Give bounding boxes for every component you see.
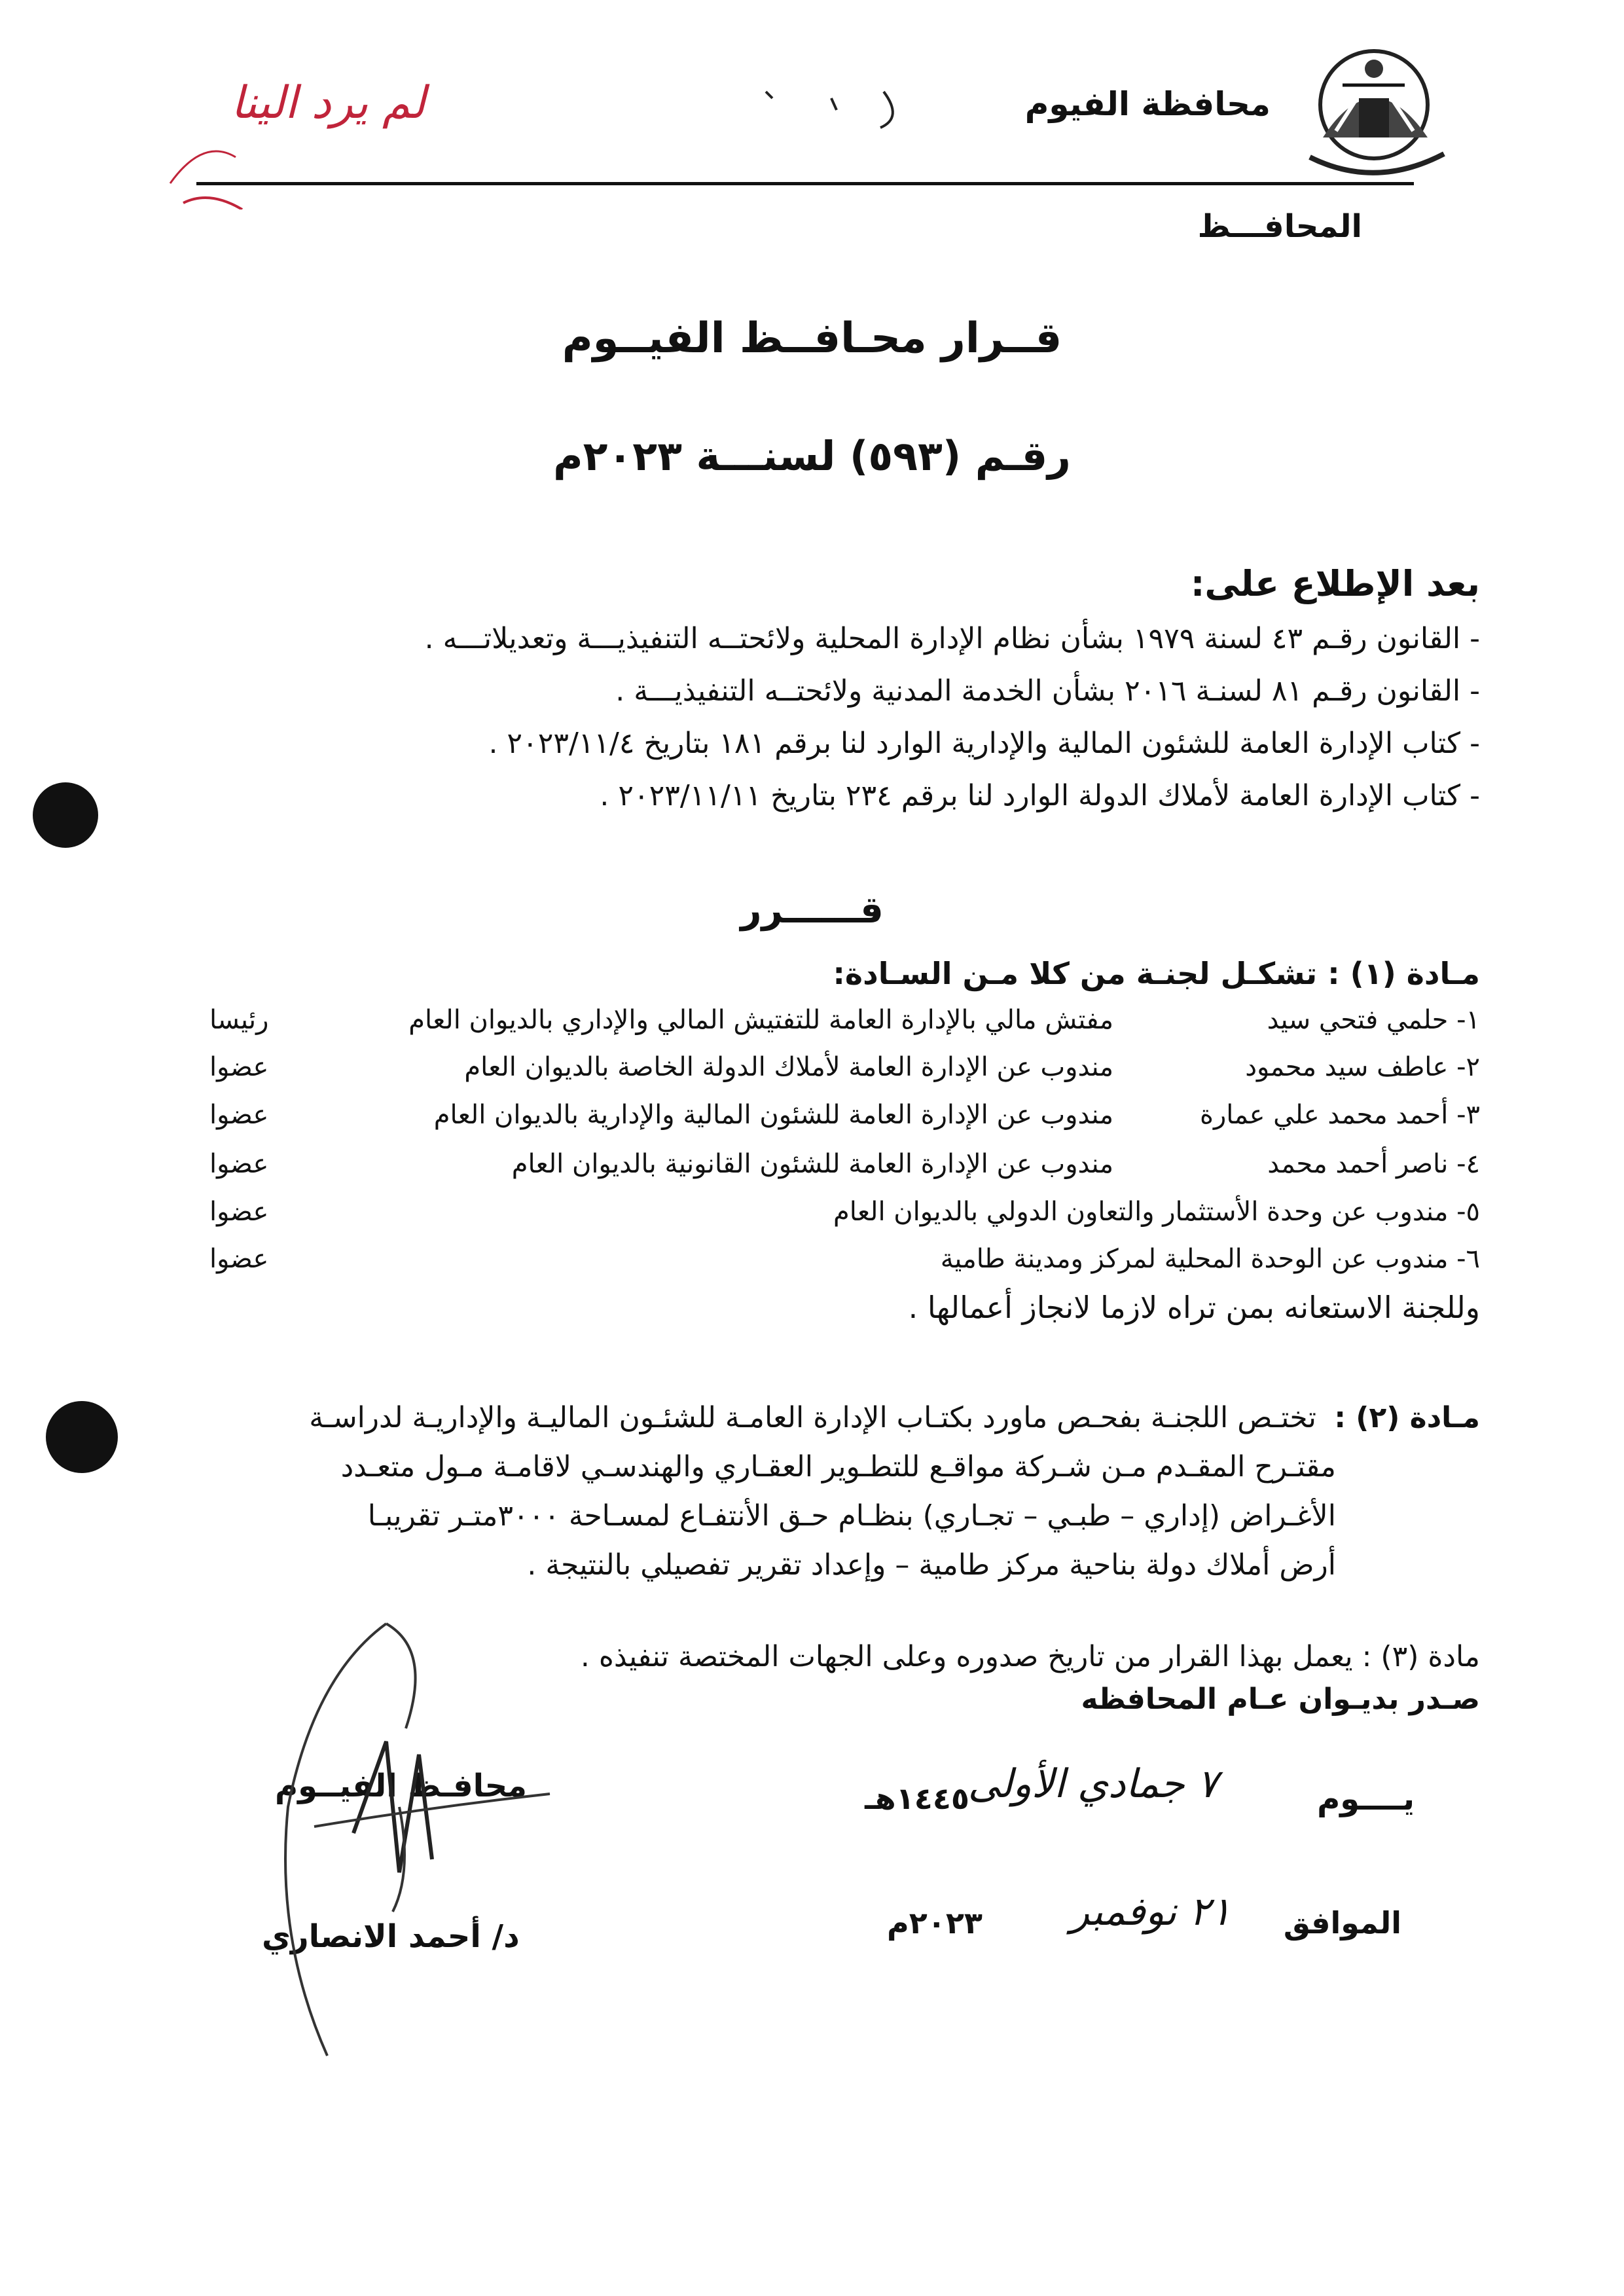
member-title: عضوا: [209, 1100, 269, 1130]
member-name: ٢- عاطف سيد محمود: [1245, 1052, 1480, 1082]
member-title: عضوا: [209, 1197, 269, 1227]
corresponding-label: الموافق: [1283, 1905, 1401, 1941]
hijri-year: ١٤٤٥هـ: [865, 1781, 969, 1816]
member-name: ١- حلمي فتحي سيد: [1267, 1005, 1480, 1035]
handwritten-note-text: لم يرد الينا: [230, 77, 425, 129]
signatory-name: د/ أحمد الانصاري: [262, 1918, 520, 1955]
office-name: المحافـــظ: [1197, 208, 1362, 245]
punch-hole: [46, 1401, 118, 1473]
member-title: عضوا: [209, 1244, 269, 1274]
article-2-line: أرض أملاك دولة بناحية مركز طامية – وإعداد تقرير تفصيلي بالنتيجة .: [527, 1548, 1336, 1582]
article-2-line: الأغـراض (إداري – طبـي – تجـاري) بنظـام حـق الأنتفـاع لمسـاحة ٣٠٠٠متـر تقريبـا: [367, 1499, 1336, 1533]
preamble-heading: بعد الإطلاع على:: [1190, 563, 1480, 604]
gregorian-year: ٢٠٢٣م: [886, 1905, 983, 1941]
decree-title: قــرار محـافــظ الفيــوم: [562, 314, 1062, 363]
decided-heading: قــــــرر: [740, 889, 884, 932]
punch-hole: [33, 782, 98, 848]
handwritten-mark: [753, 72, 923, 137]
member-role: مفتش مالي بالإدارة العامة للتفتيش المالي والإداري بالديوان العام: [408, 1005, 1113, 1035]
decree-number: رقـم (٥٩٣) لسنـــة ٢٠٢٣م: [553, 432, 1071, 480]
article-1-heading: مـادة (١) : تشكـل لجنـة من كلا مـن السـادة:: [833, 956, 1480, 991]
member-title: رئيسا: [209, 1005, 269, 1035]
member-title: عضوا: [209, 1052, 269, 1082]
handwritten-day: ٧ جمادي الأولى: [967, 1761, 1218, 1807]
member-role: مندوب عن الإدارة العامة لأملاك الدولة الخاصة بالديوان العام: [464, 1052, 1113, 1082]
article-3: مادة (٣) : يعمل بهذا القرار من تاريخ صدوره وعلى الجهات المختصة تنفيذه .: [580, 1640, 1480, 1673]
member-role: مندوب عن الإدارة العامة للشئون المالية والإدارية بالديوان العام: [433, 1100, 1113, 1130]
preamble-item: - كتاب الإدارة العامة للشئون المالية والإدارية الوارد لنا برقم ١٨١ بتاريخ ٢٠٢٣/١١/٤ .: [488, 727, 1480, 760]
member-title: عضوا: [209, 1149, 269, 1179]
preamble-item: - كتاب الإدارة العامة لأملاك الدولة الوارد لنا برقم ٢٣٤ بتاريخ ٢٠٢٣/١١/١١ .: [600, 779, 1480, 812]
preamble-item: - القانون رقـم ٨١ لسنـة ٢٠١٦ بشأن الخدمة المدنية ولائحتــه التنفيذيـــة .: [615, 674, 1480, 708]
member-name: ٣- أحمد محمد علي عمارة: [1199, 1100, 1480, 1130]
article-2-line: مقتـرح المقـدم مـن شـركة مواقـع للتطـوير العقـاري والهندسـي لاقامـة مـول متعـدد: [340, 1450, 1336, 1484]
preamble-item: - القانون رقـم ٤٣ لسنة ١٩٧٩ بشأن نظام الإدارة المحلية ولائحتــه التنفيذيـــة وتعديلاتـــه .: [424, 622, 1480, 655]
day-label: يــــوم: [1317, 1781, 1415, 1817]
governorate-name: محافظة الفيوم: [1024, 85, 1271, 123]
article-2-label: مـادة (٢) :: [1334, 1401, 1480, 1434]
member-name: ٦- مندوب عن الوحدة المحلية لمركز ومدينة طامية: [940, 1244, 1480, 1274]
member-name: ٥- مندوب عن وحدة الأستثمار والتعاون الدولي بالديوان العام: [833, 1197, 1480, 1227]
signatory-title: محافـظ الفيــوم: [275, 1768, 527, 1804]
handwritten-note-red: [164, 59, 439, 210]
issued-at: صـدر بديـوان عـام المحافظه: [1081, 1683, 1480, 1716]
governorate-logo: [1297, 39, 1454, 177]
handwritten-date: ٢١ نوفمبر: [1070, 1889, 1231, 1935]
article-1-note: وللجنة الاستعانه بمن تراه لازما لانجاز أعمالها .: [908, 1290, 1480, 1325]
member-role: مندوب عن الإدارة العامة للشئون القانونية بالديوان العام: [511, 1149, 1113, 1179]
article-2-line: تختـص اللجنـة بفحـص ماورد بكتـاب الإدارة العامـة للشئـون الماليـة والإداريـة لدراسـة: [309, 1401, 1316, 1434]
member-name: ٤- ناصر أحمد محمد: [1267, 1149, 1480, 1179]
handwritten-signature: [236, 1597, 576, 2082]
